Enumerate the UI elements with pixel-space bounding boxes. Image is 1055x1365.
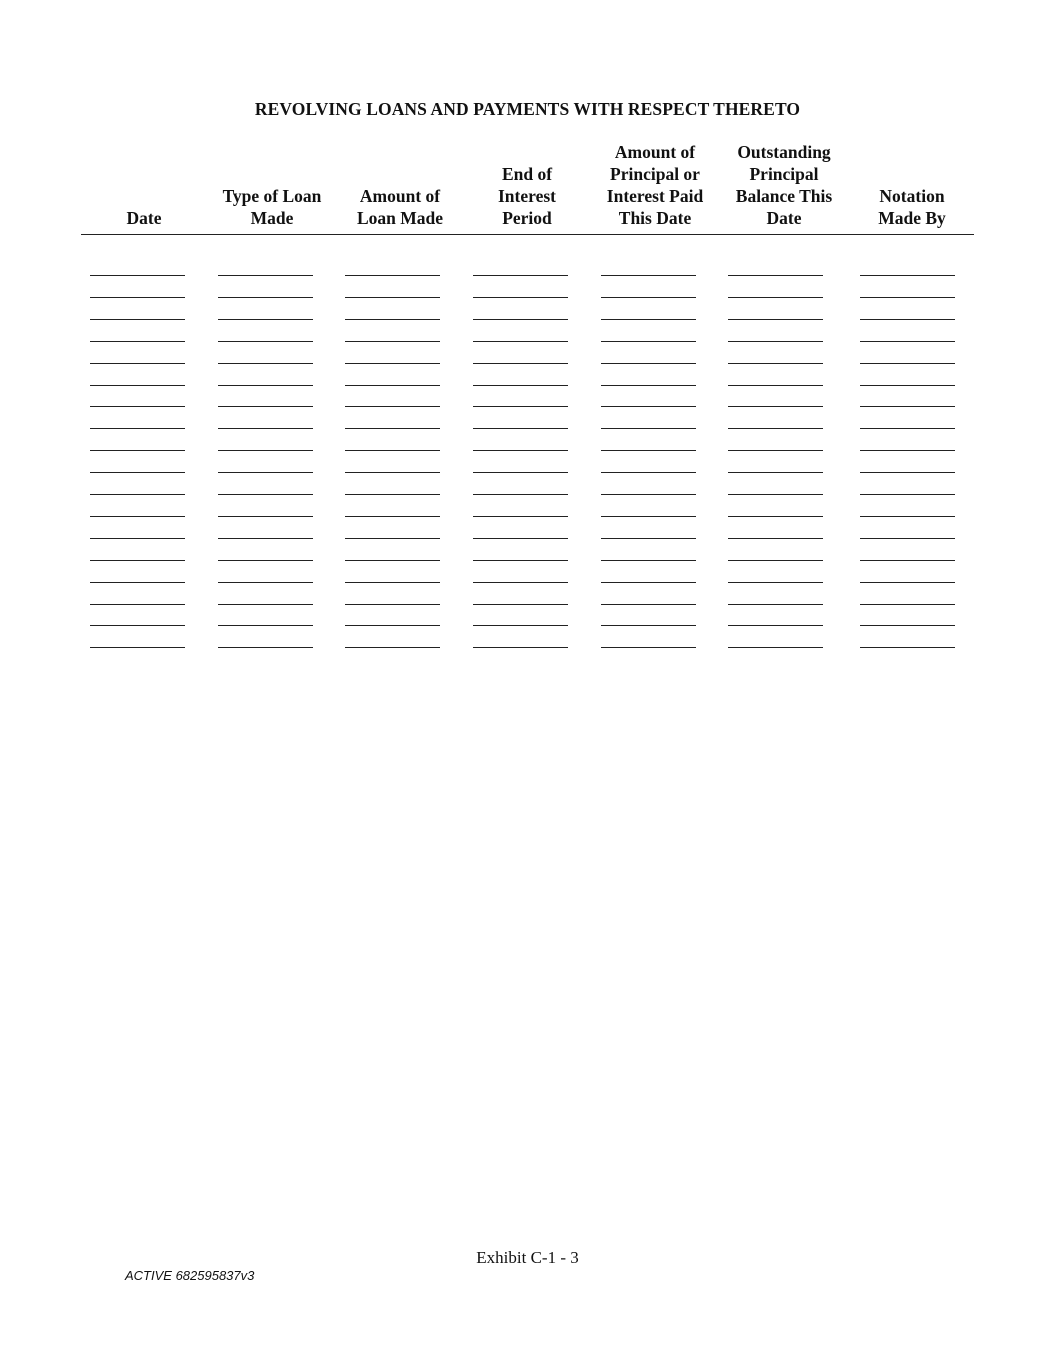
blank-entry-line (601, 494, 696, 495)
column-header-end-of-interest-period: End of Interest Period (498, 164, 556, 228)
blank-entry-line (473, 406, 568, 407)
blank-entry-line (218, 297, 313, 298)
blank-entry-line (860, 560, 955, 561)
blank-entry-line (860, 604, 955, 605)
blank-entry-line (345, 538, 440, 539)
column-header-notation-made-by: Notation Made By (878, 186, 946, 228)
blank-entry-line (218, 406, 313, 407)
blank-entry-line (601, 341, 696, 342)
blank-entry-line (345, 472, 440, 473)
blank-entry-line (218, 494, 313, 495)
blank-entry-line (90, 625, 185, 626)
blank-entry-line (218, 472, 313, 473)
blank-entry-line (728, 516, 823, 517)
column-header-type-of-loan: Type of Loan Made (222, 186, 322, 228)
blank-entry-line (860, 319, 955, 320)
blank-entry-line (601, 582, 696, 583)
blank-entry-line (601, 385, 696, 386)
blank-entry-line (860, 538, 955, 539)
blank-entry-line (345, 647, 440, 648)
blank-entry-line (473, 647, 568, 648)
blank-entry-line (90, 516, 185, 517)
blank-entry-line (90, 319, 185, 320)
blank-entry-line (345, 560, 440, 561)
blank-entry-line (860, 494, 955, 495)
blank-entry-line (345, 582, 440, 583)
blank-entry-line (728, 647, 823, 648)
blank-entry-line (728, 363, 823, 364)
blank-entry-line (473, 516, 568, 517)
blank-entry-line (601, 625, 696, 626)
blank-entry-line (728, 428, 823, 429)
blank-entry-line (218, 385, 313, 386)
blank-entry-line (473, 560, 568, 561)
blank-entry-line (218, 647, 313, 648)
blank-entry-line (90, 363, 185, 364)
blank-entry-line (218, 560, 313, 561)
blank-entry-line (90, 582, 185, 583)
blank-entry-line (345, 494, 440, 495)
blank-entry-line (860, 450, 955, 451)
blank-entry-line (728, 406, 823, 407)
exhibit-label: Exhibit C-1 - 3 (476, 1248, 579, 1267)
blank-entry-line (473, 363, 568, 364)
blank-entry-line (473, 319, 568, 320)
blank-entry-line (345, 604, 440, 605)
blank-entry-line (218, 319, 313, 320)
blank-entry-line (860, 363, 955, 364)
blank-entry-line (473, 625, 568, 626)
blank-entry-line (601, 604, 696, 605)
blank-entry-line (345, 450, 440, 451)
blank-entry-line (860, 406, 955, 407)
blank-entry-line (90, 560, 185, 561)
column-header-amount-of-loan: Amount of Loan Made (356, 186, 444, 228)
blank-entry-line (345, 275, 440, 276)
blank-entry-line (601, 450, 696, 451)
blank-entry-line (601, 319, 696, 320)
blank-entry-line (345, 363, 440, 364)
blank-entry-line (90, 428, 185, 429)
blank-entry-line (728, 582, 823, 583)
blank-entry-line (218, 363, 313, 364)
blank-entry-line (218, 538, 313, 539)
blank-entry-line (90, 450, 185, 451)
blank-entry-line (345, 319, 440, 320)
blank-entry-line (728, 472, 823, 473)
table-header (81, 141, 974, 235)
blank-entry-line (90, 341, 185, 342)
blank-entry-line (90, 297, 185, 298)
blank-entry-line (601, 428, 696, 429)
blank-entry-line (345, 406, 440, 407)
document-title: REVOLVING LOANS AND PAYMENTS WITH RESPECT THERETO (254, 99, 801, 119)
blank-entry-line (473, 341, 568, 342)
blank-entry-line (728, 297, 823, 298)
blank-entry-line (728, 494, 823, 495)
blank-entry-line (860, 275, 955, 276)
column-header-amount-paid: Amount of Principal or Interest Paid This Date (606, 142, 704, 228)
blank-entry-line (345, 625, 440, 626)
blank-entry-line (860, 297, 955, 298)
blank-entry-line (218, 275, 313, 276)
blank-entry-line (473, 385, 568, 386)
blank-entry-line (218, 428, 313, 429)
blank-entry-line (473, 472, 568, 473)
blank-entry-line (473, 604, 568, 605)
blank-entry-line (345, 516, 440, 517)
blank-entry-line (473, 582, 568, 583)
blank-entry-line (728, 604, 823, 605)
blank-entry-line (601, 560, 696, 561)
blank-entry-line (860, 625, 955, 626)
blank-entry-line (601, 647, 696, 648)
blank-entry-line (345, 385, 440, 386)
blank-entry-line (728, 450, 823, 451)
blank-entry-line (90, 647, 185, 648)
blank-entry-line (90, 604, 185, 605)
blank-entry-line (345, 297, 440, 298)
blank-entry-line (90, 385, 185, 386)
blank-entry-line (345, 428, 440, 429)
blank-entry-line (601, 516, 696, 517)
blank-entry-line (860, 341, 955, 342)
blank-entry-line (473, 450, 568, 451)
blank-entry-line (601, 472, 696, 473)
blank-entry-line (601, 297, 696, 298)
blank-entry-line (728, 625, 823, 626)
blank-entry-line (728, 538, 823, 539)
blank-entry-line (860, 516, 955, 517)
blank-entry-line (473, 538, 568, 539)
blank-entry-line (860, 582, 955, 583)
blank-entry-line (218, 341, 313, 342)
blank-entry-line (860, 472, 955, 473)
blank-entry-line (473, 297, 568, 298)
blank-entry-line (601, 406, 696, 407)
blank-entry-line (218, 516, 313, 517)
blank-entry-line (345, 341, 440, 342)
blank-entry-line (860, 647, 955, 648)
blank-entry-line (728, 341, 823, 342)
blank-entry-line (218, 582, 313, 583)
document-id: ACTIVE 682595837v3 (125, 1268, 255, 1283)
blank-entry-line (728, 319, 823, 320)
blank-entry-line (728, 385, 823, 386)
blank-entry-line (90, 538, 185, 539)
blank-entry-line (473, 494, 568, 495)
blank-entry-line (218, 625, 313, 626)
blank-entry-line (90, 406, 185, 407)
column-header-date: Date (126, 208, 162, 228)
blank-entry-line (473, 275, 568, 276)
blank-entry-line (601, 538, 696, 539)
blank-entry-line (473, 428, 568, 429)
blank-entry-line (90, 494, 185, 495)
blank-entry-line (90, 275, 185, 276)
blank-entry-line (860, 428, 955, 429)
blank-entry-line (728, 275, 823, 276)
blank-entry-line (218, 604, 313, 605)
blank-entry-line (601, 363, 696, 364)
blank-entry-line (860, 385, 955, 386)
blank-entry-line (90, 472, 185, 473)
blank-entry-line (601, 275, 696, 276)
blank-entry-line (218, 450, 313, 451)
blank-entry-line (728, 560, 823, 561)
column-header-outstanding-balance: Outstanding Principal Balance This Date (735, 142, 833, 228)
